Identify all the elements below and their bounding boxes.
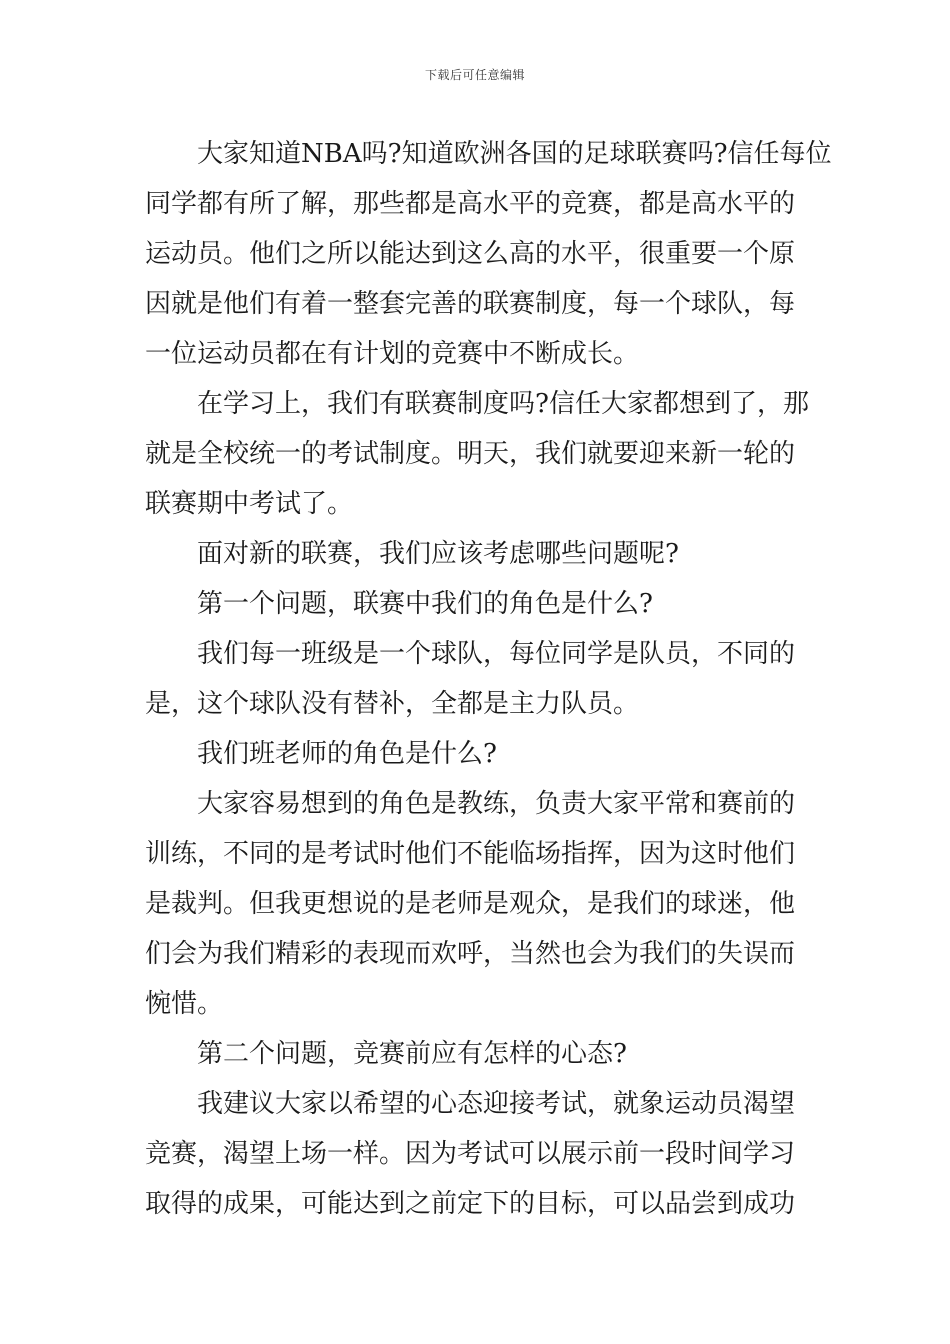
document-body	[145, 129, 832, 1229]
text-line: 第二个问题，竞赛前应有怎样的心态?	[197, 1039, 627, 1069]
text-line: 一位运动员都在有计划的竞赛中不断成长。	[145, 339, 640, 369]
text-line: 运动员。他们之所以能达到这么高的水平，很重要一个原	[145, 239, 796, 269]
header-note: 下载后可任意编辑	[424, 68, 525, 82]
paragraph	[145, 779, 807, 1029]
text-line: 面对新的联赛，我们应该考虑哪些问题呢?	[197, 539, 679, 569]
paragraph	[145, 579, 807, 629]
text-line: 训练，不同的是考试时他们不能临场指挥，因为这时他们	[145, 839, 796, 869]
text-line: 大家容易想到的角色是教练，负责大家平常和赛前的	[197, 789, 796, 819]
paragraph	[145, 1079, 807, 1229]
text-line: 同学都有所了解，那些都是高水平的竞赛，都是高水平的	[145, 189, 796, 219]
text-line: 我们每一班级是一个球队，每位同学是队员，不同的	[197, 639, 796, 669]
paragraph	[145, 1029, 807, 1079]
text-line: 大家知道NBA吗?知道欧洲各国的足球联赛吗?信任每位	[197, 139, 832, 169]
text-line: 就是全校统一的考试制度。明天，我们就要迎来新一轮的	[145, 439, 796, 469]
text-line: 我们班老师的角色是什么?	[197, 739, 497, 769]
paragraph	[145, 379, 807, 529]
paragraph	[145, 529, 807, 579]
text-line: 是裁判。但我更想说的是老师是观众，是我们的球迷，他	[145, 889, 796, 919]
text-line: 是，这个球队没有替补，全都是主力队员。	[145, 689, 640, 719]
paragraph	[145, 129, 832, 379]
text-line: 取得的成果，可能达到之前定下的目标，可以品尝到成功	[145, 1189, 796, 1219]
paragraph	[145, 629, 807, 729]
text-line: 在学习上，我们有联赛制度吗?信任大家都想到了，那	[197, 389, 809, 419]
text-line: 惋惜。	[145, 989, 224, 1019]
text-line: 联赛期中考试了。	[145, 489, 354, 519]
text-line: 竞赛，渴望上场一样。因为考试可以展示前一段时间学习	[145, 1139, 796, 1169]
text-line: 因就是他们有着一整套完善的联赛制度，每一个球队，每	[145, 289, 796, 319]
text-line: 第一个问题，联赛中我们的角色是什么?	[197, 589, 653, 619]
paragraph	[145, 729, 807, 779]
text-line: 们会为我们精彩的表现而欢呼，当然也会为我们的失误而	[145, 939, 796, 969]
text-line: 我建议大家以希望的心态迎接考试，就象运动员渴望	[197, 1089, 796, 1119]
